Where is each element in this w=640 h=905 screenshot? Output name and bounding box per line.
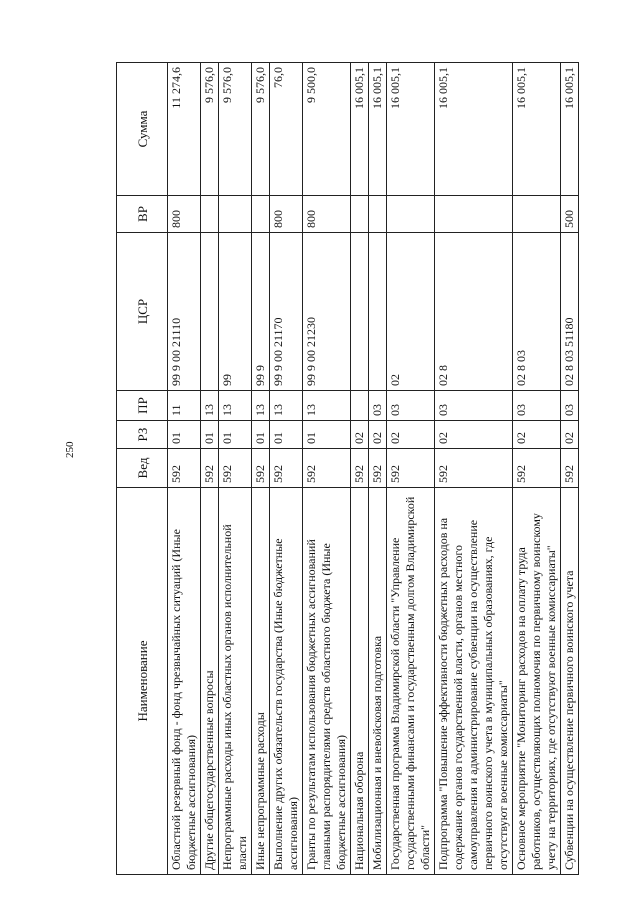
cell-pr: 03 [435, 391, 513, 421]
cell-pr: 13 [303, 391, 351, 421]
cell-name: Национальная оборона [351, 488, 369, 875]
cell-rz: 02 [387, 421, 435, 449]
cell-sum: 16 005,1 [351, 63, 369, 196]
cell-csr: 99 9 [252, 233, 270, 391]
cell-csr: 99 9 00 21110 [168, 233, 201, 391]
header-ved: Вед [117, 449, 168, 488]
cell-sum: 9 576,0 [201, 63, 219, 196]
cell-name: Мобилизационная и вневойсковая подготовка [369, 488, 387, 875]
cell-vr [351, 196, 369, 233]
cell-sum: 16 005,1 [387, 63, 435, 196]
cell-pr: 13 [201, 391, 219, 421]
cell-vr [369, 196, 387, 233]
cell-rz: 02 [435, 421, 513, 449]
table-row [219, 63, 252, 875]
cell-csr: 02 8 03 51180 [561, 233, 579, 391]
cell-name: Субвенции на осуществление первичного воинского учета [561, 488, 579, 875]
table-row [252, 63, 270, 875]
cell-pr [351, 391, 369, 421]
table-row [513, 63, 561, 875]
header-pr: ПР [117, 391, 168, 421]
cell-pr: 03 [387, 391, 435, 421]
budget-table [116, 62, 579, 875]
cell-ved: 592 [435, 449, 513, 488]
cell-name: Другие общегосударственные вопросы [201, 488, 219, 875]
cell-vr [435, 196, 513, 233]
cell-sum: 9 576,0 [219, 63, 252, 196]
cell-csr: 99 9 00 21170 [270, 233, 303, 391]
header-vr: ВР [117, 196, 168, 233]
cell-sum: 11 274,6 [168, 63, 201, 196]
cell-vr: 800 [303, 196, 351, 233]
cell-ved: 592 [201, 449, 219, 488]
cell-ved: 592 [351, 449, 369, 488]
table-row [168, 63, 201, 875]
cell-rz: 02 [561, 421, 579, 449]
cell-csr: 02 8 03 [513, 233, 561, 391]
cell-pr: 13 [270, 391, 303, 421]
cell-sum: 9 500,0 [303, 63, 351, 196]
cell-csr: 02 [387, 233, 435, 391]
rotated-table-container [116, 63, 600, 875]
cell-ved: 592 [513, 449, 561, 488]
table-row [351, 63, 369, 875]
cell-name: Выполнение других обязательств государства (Иные бюджетные ассигнования) [270, 488, 303, 875]
cell-sum: 76,0 [270, 63, 303, 196]
cell-csr [201, 233, 219, 391]
cell-vr: 500 [561, 196, 579, 233]
table-row [561, 63, 579, 875]
cell-ved: 592 [270, 449, 303, 488]
cell-pr: 13 [219, 391, 252, 421]
cell-name: Областной резервный фонд - фонд чрезвычайных ситуаций (Иные бюджетные ассигнования) [168, 488, 201, 875]
cell-csr [369, 233, 387, 391]
cell-pr: 03 [561, 391, 579, 421]
cell-name: Государственная программа Владимирской области "Управление государственными финансами и государственным долгом Владимирской области" [387, 488, 435, 875]
cell-rz: 01 [252, 421, 270, 449]
cell-csr: 02 8 [435, 233, 513, 391]
table-row [270, 63, 303, 875]
table-row [435, 63, 513, 875]
header-name: Наименование [117, 488, 168, 875]
cell-rz: 02 [513, 421, 561, 449]
cell-sum: 16 005,1 [369, 63, 387, 196]
cell-sum: 9 576,0 [252, 63, 270, 196]
cell-ved: 592 [252, 449, 270, 488]
cell-vr [219, 196, 252, 233]
cell-rz: 01 [168, 421, 201, 449]
cell-vr [252, 196, 270, 233]
cell-name: Гранты по результатам использования бюджетных ассигнований главными распорядителями средств областного бюджета (Иные бюджетные ассигнования) [303, 488, 351, 875]
cell-csr: 99 [219, 233, 252, 391]
cell-rz: 01 [219, 421, 252, 449]
table-row [201, 63, 219, 875]
cell-sum: 16 005,1 [561, 63, 579, 196]
cell-csr [351, 233, 369, 391]
cell-sum: 16 005,1 [435, 63, 513, 196]
cell-vr [513, 196, 561, 233]
table-row [369, 63, 387, 875]
table-row [387, 63, 435, 875]
table-row [303, 63, 351, 875]
header-rz: РЗ [117, 421, 168, 449]
cell-rz: 01 [270, 421, 303, 449]
cell-ved: 592 [303, 449, 351, 488]
cell-rz: 01 [201, 421, 219, 449]
cell-pr: 03 [369, 391, 387, 421]
table-header-row [117, 63, 168, 875]
cell-vr [201, 196, 219, 233]
cell-csr: 99 9 00 21230 [303, 233, 351, 391]
cell-pr: 11 [168, 391, 201, 421]
cell-vr: 800 [168, 196, 201, 233]
cell-name: Подпрограмма "Повышение эффективности бюджетных расходов на содержание органов государственной власти, органов местного самоуправления и администрирование субвенции на осуществление первичного воинского учета в муниципальных образованиях, где отсутствуют военные комиссариаты" [435, 488, 513, 875]
cell-rz: 01 [303, 421, 351, 449]
page-number: 250 [64, 441, 76, 458]
cell-vr: 800 [270, 196, 303, 233]
cell-rz: 02 [351, 421, 369, 449]
cell-sum: 16 005,1 [513, 63, 561, 196]
cell-ved: 592 [168, 449, 201, 488]
cell-pr: 03 [513, 391, 561, 421]
cell-ved: 592 [219, 449, 252, 488]
cell-name: Основное мероприятие "Мониторинг расходов на оплату труда работников, осуществляющих полномочия по первичному воинскому учету на территориях, где отсутствуют военные комиссариаты" [513, 488, 561, 875]
cell-pr: 13 [252, 391, 270, 421]
cell-name: Непрограммные расходы иных областных органов исполнительной власти [219, 488, 252, 875]
cell-ved: 592 [369, 449, 387, 488]
header-csr: ЦСР [117, 233, 168, 391]
cell-ved: 592 [561, 449, 579, 488]
header-sum: Сумма [117, 63, 168, 196]
cell-rz: 02 [369, 421, 387, 449]
cell-name: Иные непрограммные расходы [252, 488, 270, 875]
cell-ved: 592 [387, 449, 435, 488]
cell-vr [387, 196, 435, 233]
